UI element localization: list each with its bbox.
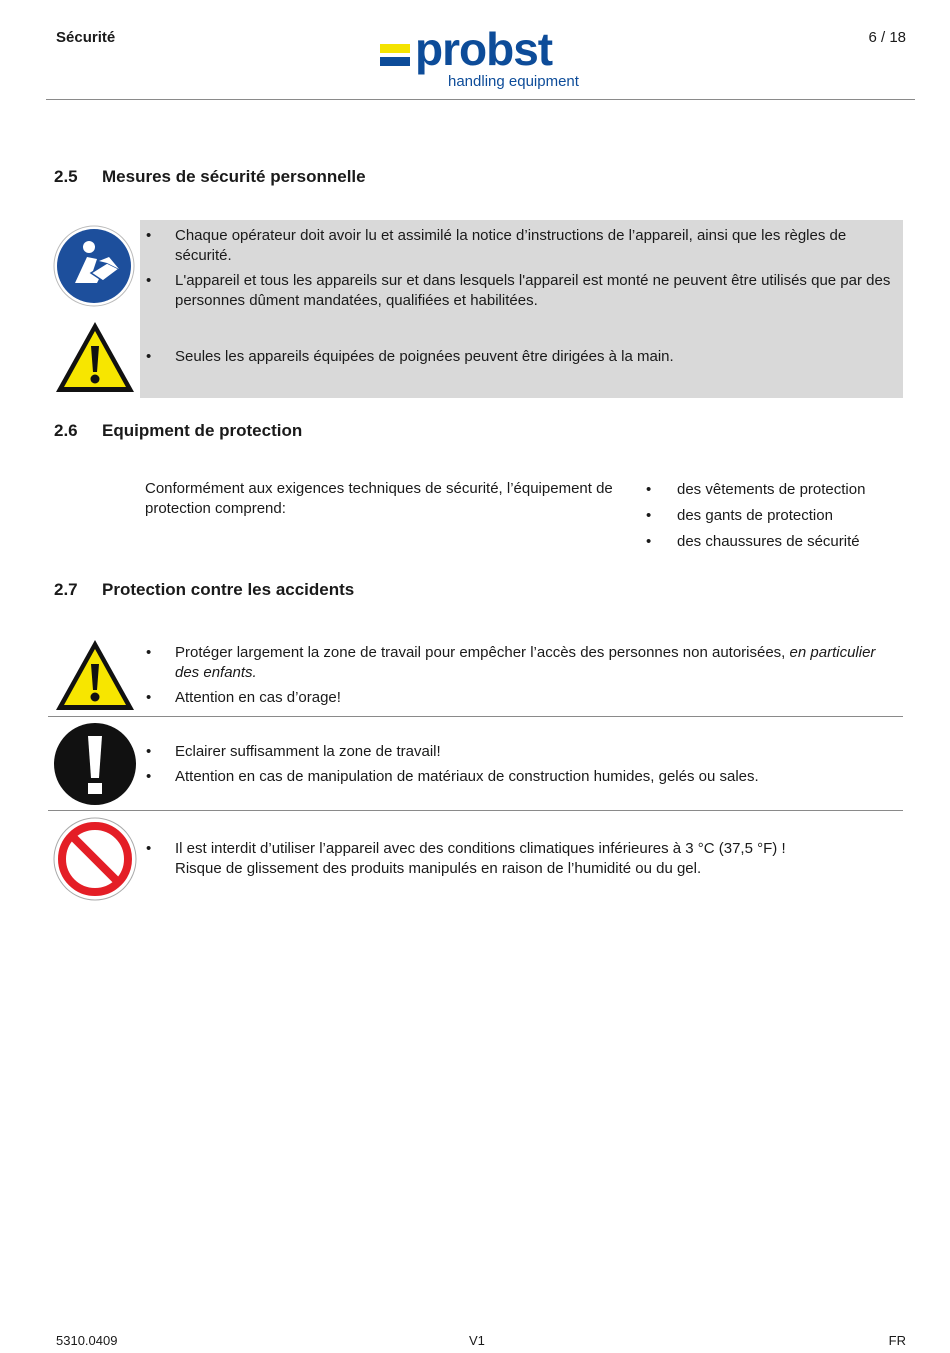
list-item	[146, 742, 897, 762]
logo-subtitle: handling equipment	[448, 73, 579, 90]
section-number: 2.7	[54, 580, 78, 599]
logo-wordmark: probst	[415, 23, 553, 75]
bullet-text: Attention en cas de manipulation de matériaux de construction humides, gelés ou sales.	[175, 768, 759, 785]
page-number: 6 / 18	[868, 29, 906, 46]
bullet-dot: •	[146, 743, 152, 760]
footer-doc-number: 5310.0409	[56, 1333, 118, 1348]
warning-triangle-icon	[54, 638, 136, 712]
probst-logo	[378, 23, 590, 94]
bullet-text: Chaque opérateur doit avoir lu et assimilé la notice d’instructions de l’appareil, ainsi que les règles de sécurité.	[175, 227, 847, 264]
bullet-text-continuation: Risque de glissement des produits manipulés en raison de l’humidité ou du gel.	[175, 860, 702, 877]
list-item	[146, 688, 897, 708]
logo-blue-bar	[380, 57, 410, 66]
list-item	[646, 532, 907, 552]
section-title: Protection contre les accidents	[102, 580, 355, 599]
bullet-text: L'appareil et tous les appareils sur et dans lesquels l'appareil est monté ne peuvent être utilisés que par des personnes dûment mandatées, qualifiées et habilitées.	[175, 272, 891, 309]
bullet-dot: •	[646, 533, 652, 550]
bullet-dot: •	[146, 768, 152, 785]
bullet-dot: •	[646, 507, 652, 524]
header-divider	[46, 99, 915, 100]
list-item	[146, 839, 897, 879]
warning-triangle-icon	[54, 320, 136, 394]
header-section-title: Sécurité	[56, 29, 116, 46]
bullet-text: Il est interdit d’utiliser l’appareil avec des conditions climatiques inférieures à 3 °C (37,5 °F) !	[175, 840, 786, 857]
logo-yellow-bar	[380, 44, 410, 53]
prohibition-icon	[53, 817, 137, 901]
section-number: 2.6	[54, 421, 78, 440]
bullet-dot: •	[146, 272, 152, 289]
group-divider	[48, 716, 903, 717]
group-divider	[48, 810, 903, 811]
footer-version: V1	[469, 1333, 485, 1348]
bullet-text: Attention en cas d’orage!	[175, 689, 341, 706]
bullet-dot: •	[146, 348, 152, 365]
bullet-text: Protéger largement la zone de travail pour empêcher l’accès des personnes non autorisées,	[175, 644, 790, 661]
bullet-text: des gants de protection	[677, 507, 833, 524]
list-item	[146, 347, 897, 367]
bullet-text: des chaussures de sécurité	[677, 533, 860, 550]
bullet-dot: •	[146, 644, 152, 661]
list-item	[146, 643, 897, 683]
read-manual-icon	[53, 225, 135, 307]
protection-intro: Conformément aux exigences techniques de sécurité, l’équipement de protection comprend:	[145, 480, 613, 517]
exclamation-icon	[53, 722, 137, 806]
footer-language: FR	[888, 1333, 906, 1348]
bullet-text: des vêtements de protection	[677, 481, 866, 498]
list-item	[646, 480, 907, 500]
list-item	[646, 506, 907, 526]
bullet-text: Eclairer suffisamment la zone de travail!	[175, 743, 441, 760]
section-title: Equipment de protection	[102, 421, 303, 440]
section-number: 2.5	[54, 167, 78, 186]
bullet-dot: •	[146, 227, 152, 244]
section-title: Mesures de sécurité personnelle	[102, 167, 366, 186]
bullet-dot: •	[646, 481, 652, 498]
list-item	[146, 226, 897, 266]
bullet-text-emphasis: en particulier des enfants.	[175, 644, 876, 681]
bullet-dot: •	[146, 840, 152, 857]
bullet-dot: •	[146, 689, 152, 706]
bullet-text: Seules les appareils équipées de poignées peuvent être dirigées à la main.	[175, 348, 674, 365]
list-item	[146, 271, 897, 311]
list-item	[146, 767, 897, 787]
